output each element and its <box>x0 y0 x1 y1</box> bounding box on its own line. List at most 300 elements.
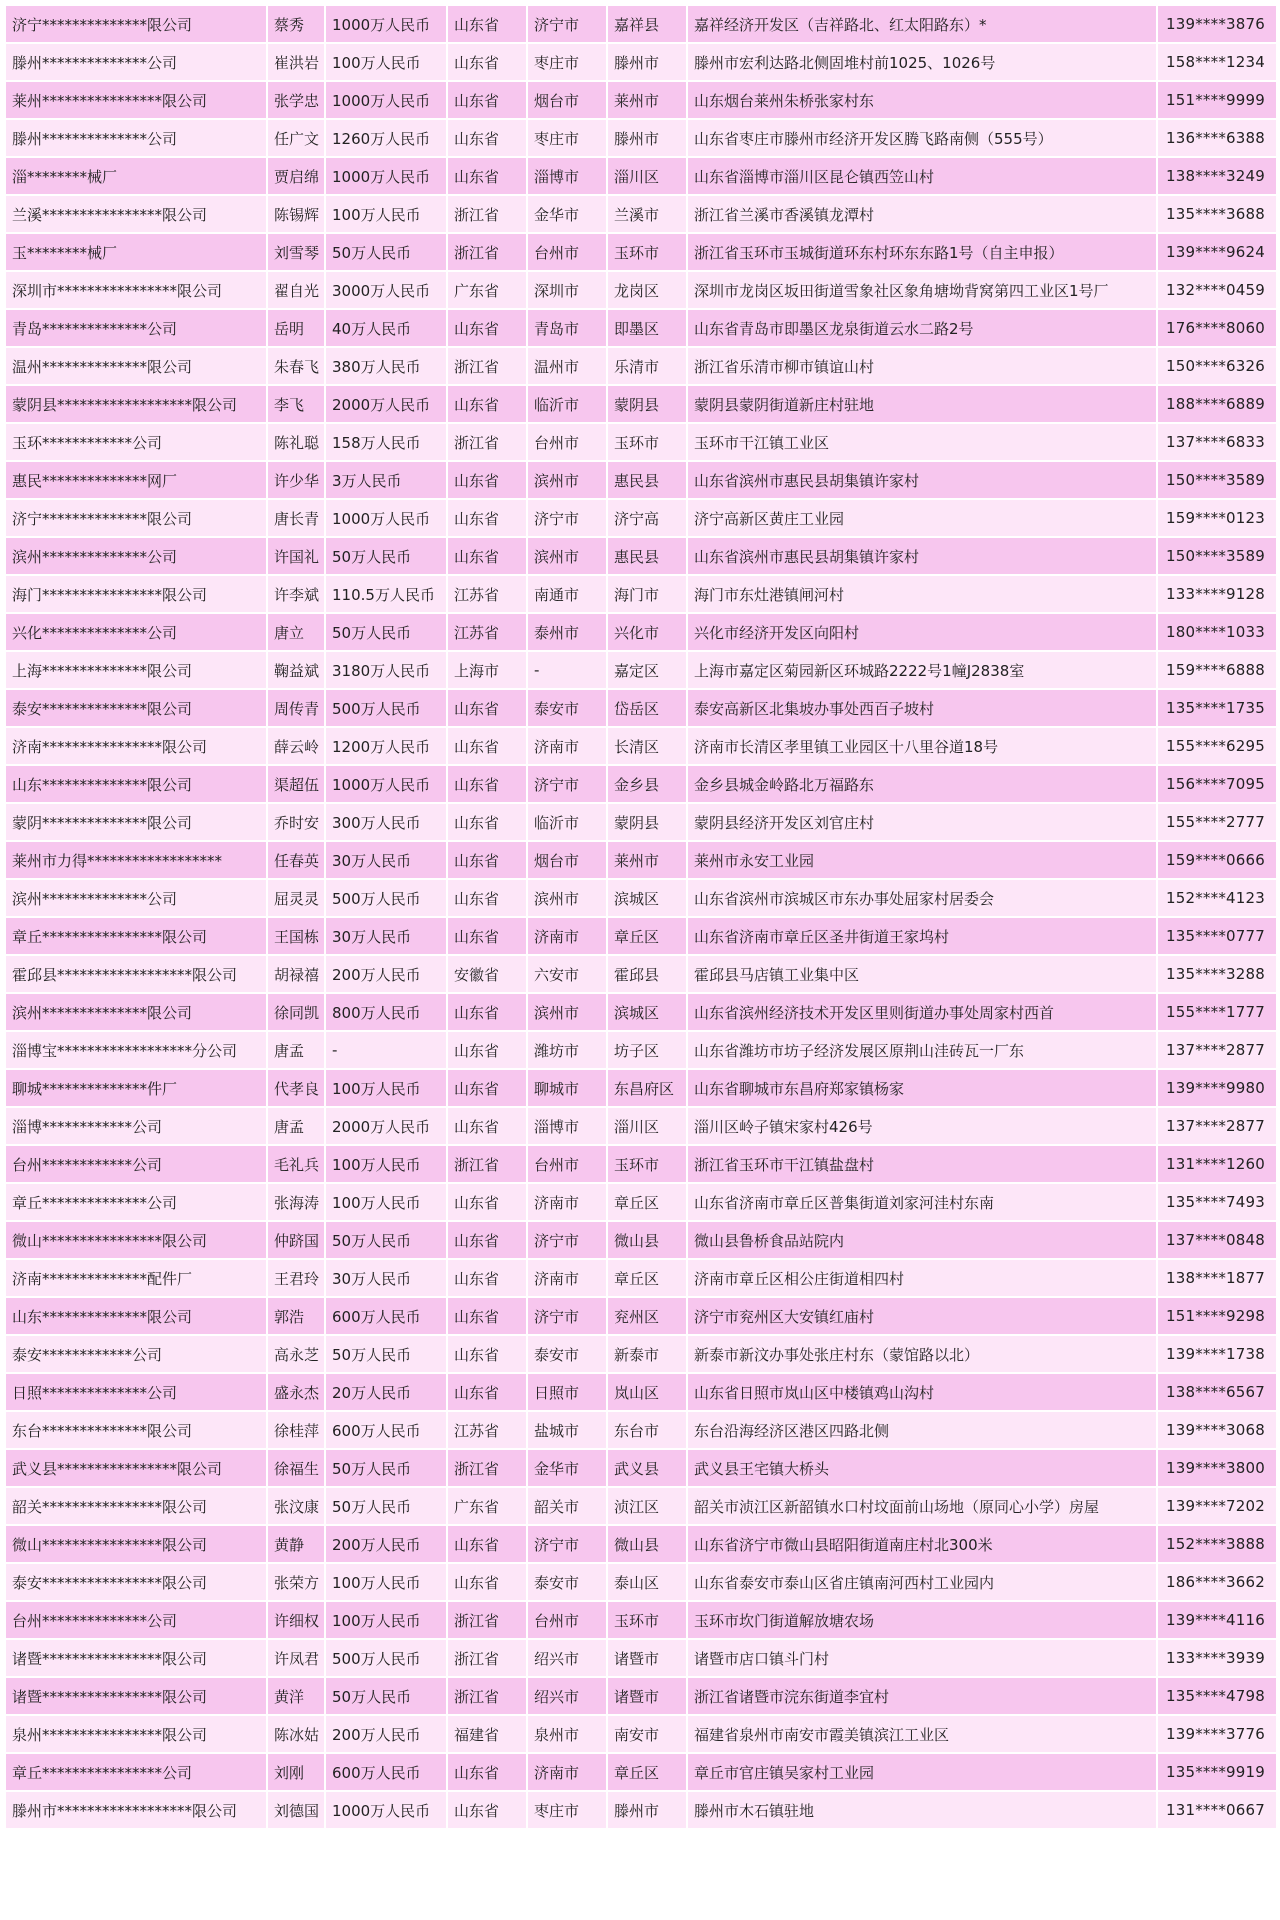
registered-capital-cell: 1000万人民币 <box>325 5 447 43</box>
city-cell: 淄博市 <box>527 1107 607 1145</box>
province-cell: 山东省 <box>447 5 527 43</box>
registered-capital-cell: 500万人民币 <box>325 689 447 727</box>
address-cell: 东台沿海经济区港区四路北侧 <box>687 1411 1157 1449</box>
table-row <box>5 765 1277 803</box>
table-row <box>5 423 1277 461</box>
address-cell: 滕州市宏利达路北侧固堆村前1025、1026号 <box>687 43 1157 81</box>
province-cell: 山东省 <box>447 803 527 841</box>
address-cell: 山东省日照市岚山区中楼镇鸡山沟村 <box>687 1373 1157 1411</box>
legal-rep-cell: 朱春飞 <box>267 347 325 385</box>
province-cell: 山东省 <box>447 461 527 499</box>
table-row <box>5 5 1277 43</box>
province-cell: 广东省 <box>447 1487 527 1525</box>
district-cell: 蒙阴县 <box>607 803 687 841</box>
city-cell: 济南市 <box>527 1259 607 1297</box>
company-name-cell: 滕州**************公司 <box>5 43 267 81</box>
table-row <box>5 461 1277 499</box>
phone-cell: 135****3688 <box>1157 195 1277 233</box>
city-cell: 济宁市 <box>527 499 607 537</box>
city-cell: 绍兴市 <box>527 1639 607 1677</box>
address-cell: 玉环市干江镇工业区 <box>687 423 1157 461</box>
address-cell: 浙江省乐清市柳市镇谊山村 <box>687 347 1157 385</box>
table-row <box>5 1677 1277 1715</box>
address-cell: 济宁市兖州区大安镇红庙村 <box>687 1297 1157 1335</box>
city-cell: 台州市 <box>527 1145 607 1183</box>
district-cell: 长清区 <box>607 727 687 765</box>
registered-capital-cell: 100万人民币 <box>325 43 447 81</box>
city-cell: 台州市 <box>527 233 607 271</box>
registered-capital-cell: 3万人民币 <box>325 461 447 499</box>
district-cell: 章丘区 <box>607 1753 687 1791</box>
province-cell: 山东省 <box>447 879 527 917</box>
district-cell: 惠民县 <box>607 461 687 499</box>
address-cell: 蒙阴县经济开发区刘官庄村 <box>687 803 1157 841</box>
phone-cell: 133****3939 <box>1157 1639 1277 1677</box>
table-row <box>5 1221 1277 1259</box>
registered-capital-cell: 200万人民币 <box>325 1525 447 1563</box>
district-cell: 微山县 <box>607 1221 687 1259</box>
registered-capital-cell: 50万人民币 <box>325 1677 447 1715</box>
phone-cell: 135****7493 <box>1157 1183 1277 1221</box>
company-name-cell: 山东**************限公司 <box>5 765 267 803</box>
legal-rep-cell: 许李斌 <box>267 575 325 613</box>
legal-rep-cell: 仲跻国 <box>267 1221 325 1259</box>
registered-capital-cell: 200万人民币 <box>325 1715 447 1753</box>
registered-capital-cell: 110.5万人民币 <box>325 575 447 613</box>
legal-rep-cell: 乔时安 <box>267 803 325 841</box>
registered-capital-cell: 50万人民币 <box>325 1487 447 1525</box>
province-cell: 山东省 <box>447 1563 527 1601</box>
district-cell: 莱州市 <box>607 81 687 119</box>
district-cell: 章丘区 <box>607 1259 687 1297</box>
province-cell: 山东省 <box>447 119 527 157</box>
province-cell: 江苏省 <box>447 613 527 651</box>
district-cell: 章丘区 <box>607 917 687 955</box>
city-cell: 金华市 <box>527 1449 607 1487</box>
city-cell: 滨州市 <box>527 537 607 575</box>
province-cell: 浙江省 <box>447 1145 527 1183</box>
table-row <box>5 1107 1277 1145</box>
city-cell: 泰州市 <box>527 613 607 651</box>
legal-rep-cell: 许凤君 <box>267 1639 325 1677</box>
district-cell: 东台市 <box>607 1411 687 1449</box>
table-row <box>5 499 1277 537</box>
legal-rep-cell: 王君玲 <box>267 1259 325 1297</box>
table-row <box>5 1297 1277 1335</box>
phone-cell: 152****4123 <box>1157 879 1277 917</box>
address-cell: 滕州市木石镇驻地 <box>687 1791 1157 1829</box>
district-cell: 滕州市 <box>607 43 687 81</box>
registered-capital-cell: 50万人民币 <box>325 233 447 271</box>
province-cell: 山东省 <box>447 1373 527 1411</box>
registered-capital-cell: 600万人民币 <box>325 1411 447 1449</box>
province-cell: 浙江省 <box>447 1677 527 1715</box>
address-cell: 深圳市龙岗区坂田街道雪象社区象角塘坳背窝第四工业区1号厂 <box>687 271 1157 309</box>
phone-cell: 133****9128 <box>1157 575 1277 613</box>
phone-cell: 135****3288 <box>1157 955 1277 993</box>
city-cell: 滨州市 <box>527 461 607 499</box>
registered-capital-cell: 500万人民币 <box>325 879 447 917</box>
legal-rep-cell: 任春英 <box>267 841 325 879</box>
legal-rep-cell: 徐同凯 <box>267 993 325 1031</box>
phone-cell: 139****3800 <box>1157 1449 1277 1487</box>
company-name-cell: 蒙阴**************限公司 <box>5 803 267 841</box>
address-cell: 浙江省诸暨市浣东街道李宜村 <box>687 1677 1157 1715</box>
company-name-cell: 济南**************配件厂 <box>5 1259 267 1297</box>
province-cell: 浙江省 <box>447 233 527 271</box>
registered-capital-cell: 380万人民币 <box>325 347 447 385</box>
company-name-cell: 青岛**************公司 <box>5 309 267 347</box>
company-name-cell: 淄博************公司 <box>5 1107 267 1145</box>
registered-capital-cell: 30万人民币 <box>325 841 447 879</box>
registered-capital-cell: 600万人民币 <box>325 1753 447 1791</box>
address-cell: 山东省滨州经济技术开发区里则街道办事处周家村西首 <box>687 993 1157 1031</box>
registered-capital-cell: 3000万人民币 <box>325 271 447 309</box>
phone-cell: 158****1234 <box>1157 43 1277 81</box>
registered-capital-cell: 500万人民币 <box>325 1639 447 1677</box>
address-cell: 山东省泰安市泰山区省庄镇南河西村工业园内 <box>687 1563 1157 1601</box>
registered-capital-cell: 50万人民币 <box>325 1449 447 1487</box>
city-cell: 济宁市 <box>527 1525 607 1563</box>
province-cell: 广东省 <box>447 271 527 309</box>
table-row <box>5 689 1277 727</box>
registered-capital-cell: 50万人民币 <box>325 1221 447 1259</box>
table-row <box>5 1601 1277 1639</box>
address-cell: 浙江省玉环市干江镇盐盘村 <box>687 1145 1157 1183</box>
province-cell: 山东省 <box>447 157 527 195</box>
district-cell: 诸暨市 <box>607 1639 687 1677</box>
company-name-cell: 泰安**************限公司 <box>5 689 267 727</box>
district-cell: 岱岳区 <box>607 689 687 727</box>
phone-cell: 139****3876 <box>1157 5 1277 43</box>
company-name-cell: 淄********械厂 <box>5 157 267 195</box>
city-cell: 聊城市 <box>527 1069 607 1107</box>
address-cell: 诸暨市店口镇斗门村 <box>687 1639 1157 1677</box>
legal-rep-cell: 刘刚 <box>267 1753 325 1791</box>
company-name-cell: 海门****************限公司 <box>5 575 267 613</box>
phone-cell: 139****1738 <box>1157 1335 1277 1373</box>
address-cell: 山东省潍坊市坊子经济发展区原荆山洼砖瓦一厂东 <box>687 1031 1157 1069</box>
district-cell: 坊子区 <box>607 1031 687 1069</box>
district-cell: 兰溪市 <box>607 195 687 233</box>
registered-capital-cell: 1200万人民币 <box>325 727 447 765</box>
province-cell: 山东省 <box>447 727 527 765</box>
phone-cell: 139****9624 <box>1157 233 1277 271</box>
city-cell: 南通市 <box>527 575 607 613</box>
table-row <box>5 993 1277 1031</box>
phone-cell: 159****0666 <box>1157 841 1277 879</box>
registered-capital-cell: 2000万人民币 <box>325 385 447 423</box>
province-cell: 浙江省 <box>447 1601 527 1639</box>
province-cell: 江苏省 <box>447 1411 527 1449</box>
phone-cell: 136****6388 <box>1157 119 1277 157</box>
legal-rep-cell: 高永芝 <box>267 1335 325 1373</box>
address-cell: 韶关市浈江区新韶镇水口村坟面前山场地（原同心小学）房屋 <box>687 1487 1157 1525</box>
table-row <box>5 537 1277 575</box>
registered-capital-cell: 1000万人民币 <box>325 1791 447 1829</box>
address-cell: 微山县鲁桥食品站院内 <box>687 1221 1157 1259</box>
province-cell: 山东省 <box>447 499 527 537</box>
city-cell: 台州市 <box>527 423 607 461</box>
legal-rep-cell: 盛永杰 <box>267 1373 325 1411</box>
city-cell: 济南市 <box>527 917 607 955</box>
phone-cell: 135****0777 <box>1157 917 1277 955</box>
legal-rep-cell: 蔡秀 <box>267 5 325 43</box>
legal-rep-cell: 许细权 <box>267 1601 325 1639</box>
company-name-cell: 济宁**************限公司 <box>5 5 267 43</box>
company-name-cell: 诸暨****************限公司 <box>5 1677 267 1715</box>
legal-rep-cell: 唐立 <box>267 613 325 651</box>
legal-rep-cell: 陈礼聪 <box>267 423 325 461</box>
phone-cell: 155****2777 <box>1157 803 1277 841</box>
table-row <box>5 613 1277 651</box>
registered-capital-cell: 158万人民币 <box>325 423 447 461</box>
city-cell: 深圳市 <box>527 271 607 309</box>
table-row <box>5 1411 1277 1449</box>
district-cell: 金乡县 <box>607 765 687 803</box>
district-cell: 海门市 <box>607 575 687 613</box>
address-cell: 金乡县城金岭路北万福路东 <box>687 765 1157 803</box>
address-cell: 浙江省兰溪市香溪镇龙潭村 <box>687 195 1157 233</box>
company-name-cell: 韶关****************限公司 <box>5 1487 267 1525</box>
phone-cell: 137****6833 <box>1157 423 1277 461</box>
table-row <box>5 1563 1277 1601</box>
table-row <box>5 1069 1277 1107</box>
table-row <box>5 1145 1277 1183</box>
city-cell: 金华市 <box>527 195 607 233</box>
address-cell: 莱州市永安工业园 <box>687 841 1157 879</box>
address-cell: 山东省滨州市滨城区市东办事处屈家村居委会 <box>687 879 1157 917</box>
table-row <box>5 651 1277 689</box>
company-name-cell: 兴化**************公司 <box>5 613 267 651</box>
phone-cell: 151****9999 <box>1157 81 1277 119</box>
registered-capital-cell: 100万人民币 <box>325 1601 447 1639</box>
address-cell: 山东省枣庄市滕州市经济开发区腾飞路南侧（555号） <box>687 119 1157 157</box>
company-name-cell: 蒙阴县******************限公司 <box>5 385 267 423</box>
province-cell: 山东省 <box>447 993 527 1031</box>
registered-capital-cell: 2000万人民币 <box>325 1107 447 1145</box>
legal-rep-cell: 黄静 <box>267 1525 325 1563</box>
company-name-cell: 滕州市******************限公司 <box>5 1791 267 1829</box>
district-cell: 武义县 <box>607 1449 687 1487</box>
phone-cell: 137****2877 <box>1157 1107 1277 1145</box>
district-cell: 滨城区 <box>607 993 687 1031</box>
province-cell: 山东省 <box>447 1259 527 1297</box>
province-cell: 浙江省 <box>447 195 527 233</box>
company-name-cell: 济宁**************限公司 <box>5 499 267 537</box>
phone-cell: 139****3776 <box>1157 1715 1277 1753</box>
phone-cell: 139****7202 <box>1157 1487 1277 1525</box>
table-row <box>5 1487 1277 1525</box>
table-body <box>5 5 1277 1829</box>
address-cell: 山东省济宁市微山县昭阳街道南庄村北300米 <box>687 1525 1157 1563</box>
district-cell: 嘉祥县 <box>607 5 687 43</box>
district-cell: 微山县 <box>607 1525 687 1563</box>
legal-rep-cell: 黄洋 <box>267 1677 325 1715</box>
city-cell: 潍坊市 <box>527 1031 607 1069</box>
table-row <box>5 385 1277 423</box>
district-cell: 即墨区 <box>607 309 687 347</box>
company-name-cell: 滨州**************公司 <box>5 879 267 917</box>
company-name-cell: 台州************公司 <box>5 1145 267 1183</box>
legal-rep-cell: 岳明 <box>267 309 325 347</box>
phone-cell: 186****3662 <box>1157 1563 1277 1601</box>
legal-rep-cell: 李飞 <box>267 385 325 423</box>
address-cell: 山东省济南市章丘区普集街道刘家河洼村东南 <box>687 1183 1157 1221</box>
city-cell: 盐城市 <box>527 1411 607 1449</box>
district-cell: 惠民县 <box>607 537 687 575</box>
table-row <box>5 1791 1277 1829</box>
phone-cell: 138****3249 <box>1157 157 1277 195</box>
province-cell: 山东省 <box>447 765 527 803</box>
company-name-cell: 莱州****************限公司 <box>5 81 267 119</box>
legal-rep-cell: 刘雪琴 <box>267 233 325 271</box>
phone-cell: 138****1877 <box>1157 1259 1277 1297</box>
company-name-cell: 玉环************公司 <box>5 423 267 461</box>
registered-capital-cell: 50万人民币 <box>325 537 447 575</box>
address-cell: 山东省滨州市惠民县胡集镇许家村 <box>687 537 1157 575</box>
city-cell: 济宁市 <box>527 765 607 803</box>
province-cell: 山东省 <box>447 385 527 423</box>
company-name-cell: 上海**************限公司 <box>5 651 267 689</box>
registered-capital-cell: 1000万人民币 <box>325 157 447 195</box>
province-cell: 安徽省 <box>447 955 527 993</box>
company-name-cell: 微山****************限公司 <box>5 1525 267 1563</box>
address-cell: 山东省青岛市即墨区龙泉街道云水二路2号 <box>687 309 1157 347</box>
company-name-cell: 滨州**************公司 <box>5 537 267 575</box>
legal-rep-cell: 唐孟 <box>267 1107 325 1145</box>
phone-cell: 151****9298 <box>1157 1297 1277 1335</box>
legal-rep-cell: 任广文 <box>267 119 325 157</box>
city-cell: 六安市 <box>527 955 607 993</box>
phone-cell: 150****3589 <box>1157 537 1277 575</box>
table-row <box>5 841 1277 879</box>
phone-cell: 138****6567 <box>1157 1373 1277 1411</box>
province-cell: 山东省 <box>447 1069 527 1107</box>
registered-capital-cell: 50万人民币 <box>325 1335 447 1373</box>
legal-rep-cell: 鞠益斌 <box>267 651 325 689</box>
legal-rep-cell: 张海涛 <box>267 1183 325 1221</box>
company-name-cell: 诸暨****************限公司 <box>5 1639 267 1677</box>
district-cell: 新泰市 <box>607 1335 687 1373</box>
company-name-cell: 泰安************公司 <box>5 1335 267 1373</box>
company-name-cell: 济南****************限公司 <box>5 727 267 765</box>
company-name-cell: 滕州**************公司 <box>5 119 267 157</box>
district-cell: 淄川区 <box>607 157 687 195</box>
city-cell: 济宁市 <box>527 5 607 43</box>
phone-cell: 155****1777 <box>1157 993 1277 1031</box>
phone-cell: 139****9980 <box>1157 1069 1277 1107</box>
phone-cell: 159****6888 <box>1157 651 1277 689</box>
registered-capital-cell: 100万人民币 <box>325 1069 447 1107</box>
legal-rep-cell: 贾启绵 <box>267 157 325 195</box>
city-cell: 临沂市 <box>527 385 607 423</box>
table-row <box>5 803 1277 841</box>
city-cell: 滨州市 <box>527 879 607 917</box>
legal-rep-cell: 胡禄禧 <box>267 955 325 993</box>
registered-capital-cell: 100万人民币 <box>325 1183 447 1221</box>
legal-rep-cell: 毛礼兵 <box>267 1145 325 1183</box>
registered-capital-cell: 800万人民币 <box>325 993 447 1031</box>
city-cell: 济南市 <box>527 727 607 765</box>
city-cell: 烟台市 <box>527 81 607 119</box>
table-row <box>5 309 1277 347</box>
city-cell: 淄博市 <box>527 157 607 195</box>
district-cell: 玉环市 <box>607 423 687 461</box>
province-cell: 山东省 <box>447 1221 527 1259</box>
province-cell: 山东省 <box>447 1031 527 1069</box>
address-cell: 兴化市经济开发区向阳村 <box>687 613 1157 651</box>
company-name-cell: 深圳市****************限公司 <box>5 271 267 309</box>
legal-rep-cell: 许国礼 <box>267 537 325 575</box>
phone-cell: 152****3888 <box>1157 1525 1277 1563</box>
district-cell: 蒙阴县 <box>607 385 687 423</box>
city-cell: 济南市 <box>527 1753 607 1791</box>
company-name-cell: 兰溪****************限公司 <box>5 195 267 233</box>
address-cell: 章丘市官庄镇吴家村工业园 <box>687 1753 1157 1791</box>
registered-capital-cell: 30万人民币 <box>325 917 447 955</box>
table-row <box>5 1525 1277 1563</box>
legal-rep-cell: 唐长青 <box>267 499 325 537</box>
city-cell: 济南市 <box>527 1183 607 1221</box>
district-cell: 济宁高 <box>607 499 687 537</box>
city-cell: 枣庄市 <box>527 1791 607 1829</box>
district-cell: 龙岗区 <box>607 271 687 309</box>
table-row <box>5 1335 1277 1373</box>
phone-cell: 132****0459 <box>1157 271 1277 309</box>
phone-cell: 139****3068 <box>1157 1411 1277 1449</box>
province-cell: 山东省 <box>447 841 527 879</box>
district-cell: 玉环市 <box>607 1601 687 1639</box>
province-cell: 山东省 <box>447 1791 527 1829</box>
company-name-cell: 山东**************限公司 <box>5 1297 267 1335</box>
company-name-cell: 淄博宝******************分公司 <box>5 1031 267 1069</box>
address-cell: 山东省淄博市淄川区昆仑镇西笠山村 <box>687 157 1157 195</box>
address-cell: 新泰市新汶办事处张庄村东（蒙馆路以北） <box>687 1335 1157 1373</box>
company-name-cell: 滨州**************限公司 <box>5 993 267 1031</box>
table-row <box>5 1715 1277 1753</box>
registered-capital-cell: - <box>325 1031 447 1069</box>
company-name-cell: 霍邱县******************限公司 <box>5 955 267 993</box>
address-cell: 山东省滨州市惠民县胡集镇许家村 <box>687 461 1157 499</box>
district-cell: 章丘区 <box>607 1183 687 1221</box>
province-cell: 山东省 <box>447 1525 527 1563</box>
district-cell: 泰山区 <box>607 1563 687 1601</box>
city-cell: 泰安市 <box>527 689 607 727</box>
address-cell: 济宁高新区黄庄工业园 <box>687 499 1157 537</box>
address-cell: 山东烟台莱州朱桥张家村东 <box>687 81 1157 119</box>
company-name-cell: 微山****************限公司 <box>5 1221 267 1259</box>
province-cell: 山东省 <box>447 1335 527 1373</box>
province-cell: 山东省 <box>447 43 527 81</box>
address-cell: 武义县王宅镇大桥头 <box>687 1449 1157 1487</box>
province-cell: 浙江省 <box>447 347 527 385</box>
district-cell: 霍邱县 <box>607 955 687 993</box>
table-row <box>5 233 1277 271</box>
company-name-cell: 武义县****************限公司 <box>5 1449 267 1487</box>
legal-rep-cell: 屈灵灵 <box>267 879 325 917</box>
district-cell: 滨城区 <box>607 879 687 917</box>
province-cell: 浙江省 <box>447 1449 527 1487</box>
phone-cell: 150****3589 <box>1157 461 1277 499</box>
registered-capital-cell: 300万人民币 <box>325 803 447 841</box>
phone-cell: 131****0667 <box>1157 1791 1277 1829</box>
city-cell: 烟台市 <box>527 841 607 879</box>
district-cell: 嘉定区 <box>607 651 687 689</box>
company-name-cell: 聊城**************件厂 <box>5 1069 267 1107</box>
company-name-cell: 玉********械厂 <box>5 233 267 271</box>
district-cell: 浈江区 <box>607 1487 687 1525</box>
